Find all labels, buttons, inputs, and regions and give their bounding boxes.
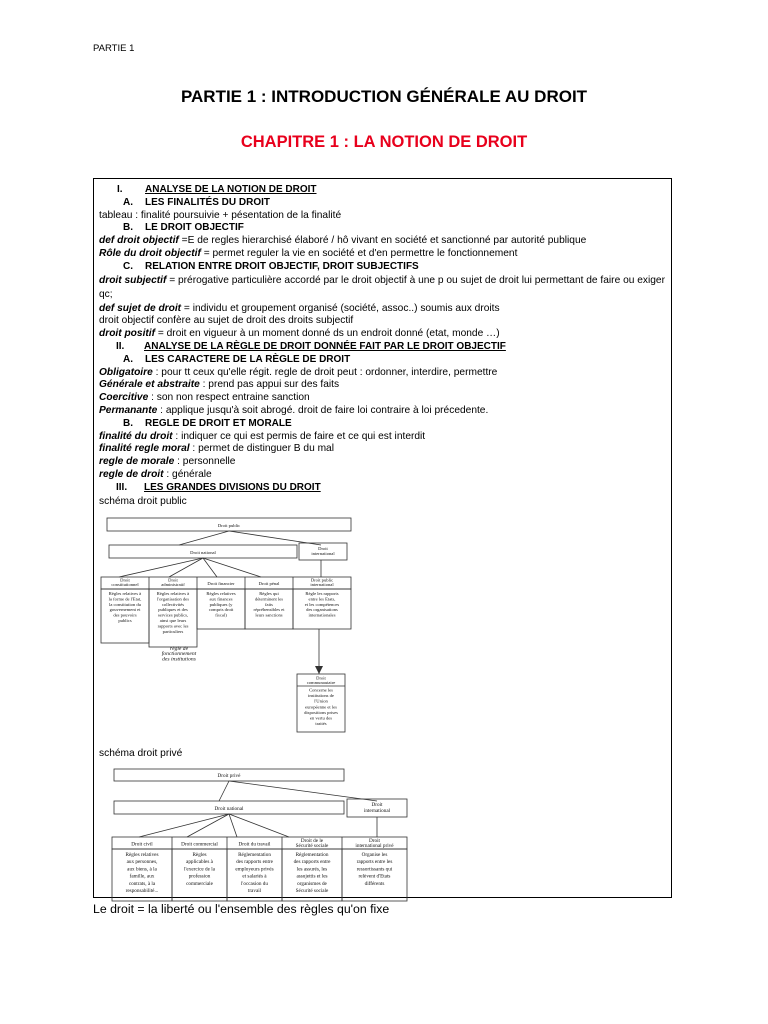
text-line: tableau : finalité poursuivie + pésentation de la finalité — [99, 209, 342, 221]
term: droit positif — [99, 328, 156, 340]
diagram-column-head: Droit pénal — [258, 581, 280, 587]
term: Rôle du droit objectif — [99, 247, 201, 259]
handwritten-note: règle de fonctionnement des institutions — [161, 646, 197, 663]
diagram-column-body: Règles relatives à la forme de l'Etat, la constitution du gouvernement et des pouvoirs publics — [108, 591, 142, 624]
diagram-column-body: Règles relatives à l'organisation des collectivités publiques et des services publics, ainsi que leurs rapports avec les particuliers — [156, 591, 190, 635]
definition-line — [99, 443, 665, 456]
diagram-column-head: Droit administratif — [161, 577, 185, 588]
outline-content — [99, 184, 665, 905]
definition-line — [99, 469, 665, 482]
term: Coercitive — [99, 392, 149, 404]
definition: = individu et groupement organisé (société, assoc..) soumis aux droits — [181, 302, 500, 314]
definition: : applique jusqu'à soit abrogé. droit de faire loi contraire à loi précedente. — [157, 404, 489, 416]
subsection-number: C. — [123, 260, 133, 272]
diagram-node-label: Droit international — [363, 802, 391, 815]
term: Obligatoire — [99, 366, 153, 378]
definition: : pour tt ceux qu'elle régit. regle de droit peut : ordonner, interdire, permettre — [152, 366, 498, 378]
diagram-column-head: Droit de le Sécurité sociale — [295, 838, 329, 850]
diagram-column-body: Réglementation des rapports entre employeurs privés et salariés à l'occasion du travail — [235, 852, 274, 895]
schema-label: schéma droit public — [99, 495, 187, 507]
subsection-title: RELATION ENTRE DROIT OBJECTIF, DROIT SUBJECTIFS — [145, 260, 419, 272]
definition: : prend pas appui sur des faits — [199, 379, 340, 391]
diagram-node-label: Droit public — [217, 523, 241, 529]
diagram-column-body: Organise les rapports entre les ressortissants qui relèvent d'Etats différents — [356, 852, 393, 887]
subsection-title: LES CARACTERE DE LA RÈGLE DE DROIT — [145, 353, 351, 365]
diagram-column-body: Règles relatives aux finances publiques (y compris droit fiscal) — [206, 591, 236, 618]
subsection-title: LE DROIT OBJECTIF — [145, 222, 244, 234]
text-line: droit objectif confère au sujet de droit des droits subjectif — [99, 315, 354, 327]
subsection-title: REGLE DE DROIT ET MORALE — [145, 417, 292, 429]
definition: : indiquer ce qui est permis de faire et ce qui est interdit — [172, 430, 426, 442]
term: finalité du droit — [99, 430, 173, 442]
definition-line — [99, 456, 665, 469]
term: regle de morale — [99, 456, 175, 468]
subsection-heading — [99, 261, 665, 274]
arrow-down-icon — [315, 666, 323, 674]
diagram-column-head: Droit public international — [310, 577, 334, 588]
subsection-number: B. — [123, 222, 133, 234]
definition: =E de regles hierarchisé élaboré / hô vivant en société et sanctionné par autorité publique — [178, 235, 587, 247]
diagram-column-head: Droit civil — [131, 841, 153, 848]
page-header-label: PARTIE 1 — [93, 43, 135, 54]
term: droit subjectif — [99, 274, 167, 286]
definition: : permet de distinguer B du mal — [189, 443, 334, 455]
diagram-node-label: Droit communautaire — [306, 675, 336, 686]
term: Permanante — [99, 404, 158, 416]
section-title: LES GRANDES DIVISIONS DU DROIT — [144, 481, 321, 493]
term: finalité regle moral — [99, 443, 190, 455]
diagram-node-label: Droit privé — [217, 773, 241, 780]
definition: = prérogative particulière accordé par le droit objectif à une p ou sujet de droit lui permettant de faire ou exiger qc; — [99, 274, 665, 301]
definition-line — [99, 235, 665, 248]
definition-line — [99, 328, 665, 341]
definition: : personnelle — [174, 456, 236, 468]
diagram-column-body: Règle les rapports entre les Etats, et les compétences des organisations internationales — [304, 591, 340, 618]
definition-line — [99, 379, 665, 392]
definition-line — [99, 431, 665, 444]
diagram-column-head: Droit financier — [207, 581, 235, 587]
definition-line — [99, 248, 665, 261]
page-title: PARTIE 1 : INTRODUCTION GÉNÉRALE AU DROIT — [180, 87, 588, 106]
diagram-column-body: Règles qui déterminent les faits répréhensibles et leurs sanctions — [253, 591, 285, 618]
definition-line — [99, 367, 665, 380]
diagram-column-body: Règles applicables à l'exercice de la profession commerciale — [184, 852, 215, 887]
section-number: II. — [116, 340, 125, 352]
subsection-heading — [99, 418, 665, 431]
subsection-number: A. — [123, 196, 133, 208]
diagram-node-label: Droit national — [190, 550, 216, 556]
section-number: I. — [117, 184, 123, 195]
section-heading — [99, 341, 665, 354]
term: Générale et abstraite — [99, 379, 200, 391]
subsection-number: A. — [123, 353, 133, 365]
definition-line — [99, 274, 665, 303]
subsection-heading — [99, 197, 665, 210]
footer-text: Le droit = la liberté ou l'ensemble des règles qu'on fixe — [93, 902, 390, 916]
definition: = droit en vigueur à un moment donné ds un endroit donné (etat, monde …) — [155, 328, 500, 340]
section-title: ANALYSE DE LA RÈGLE DE DROIT DONNÉE FAIT PAR LE DROIT OBJECTIF — [144, 340, 506, 352]
diagram-column-body: Règles relatives aux personnes, aux biens, à la famille, aux contrats, à la responsabilité... — [125, 852, 159, 895]
definition-line — [99, 392, 665, 405]
subsection-heading — [99, 222, 665, 235]
diagram-column-head: Droit du travail — [238, 841, 271, 848]
definition: : son non respect entraine sanction — [148, 392, 310, 404]
schema-label: schéma droit privé — [99, 748, 183, 760]
diagram-column-body: Concerne les institutions de l'Union européenne et les dispositions prises en vertu des traités — [304, 687, 338, 727]
term: def sujet de droit — [99, 302, 182, 314]
definition: = permet reguler la vie en société et d'en permettre le fonctionnement — [200, 247, 518, 259]
section-heading — [99, 184, 665, 197]
subsection-heading — [99, 354, 665, 367]
section-title: ANALYSE DE LA NOTION DE DROIT — [145, 184, 317, 195]
diagram-column-body: Réglementation des rapports entre les assurés, les assujettis et les organismes de Sécurité sociale — [293, 852, 331, 895]
private-law-diagram — [99, 765, 409, 905]
public-law-diagram — [99, 514, 359, 734]
term: def droit objectif — [99, 235, 179, 247]
diagram-column-head: Droit constitutionnel — [111, 577, 139, 588]
term: regle de droit — [99, 468, 164, 480]
definition-line — [99, 303, 665, 316]
section-heading — [99, 482, 665, 495]
diagram-column-head: Droit international privé — [355, 838, 394, 850]
subsection-title: LES FINALITÉS DU DROIT — [145, 196, 270, 208]
diagram-node-label: Droit international — [311, 546, 335, 557]
chapter-title: CHAPITRE 1 : LA NOTION DE DROIT — [240, 133, 528, 151]
diagram-column-head: Droit commercial — [181, 841, 218, 848]
section-number: III. — [116, 481, 128, 493]
subsection-number: B. — [123, 417, 133, 429]
definition-line — [99, 405, 665, 418]
diagram-node-label: Droit national — [214, 806, 244, 813]
definition: : générale — [163, 468, 212, 480]
